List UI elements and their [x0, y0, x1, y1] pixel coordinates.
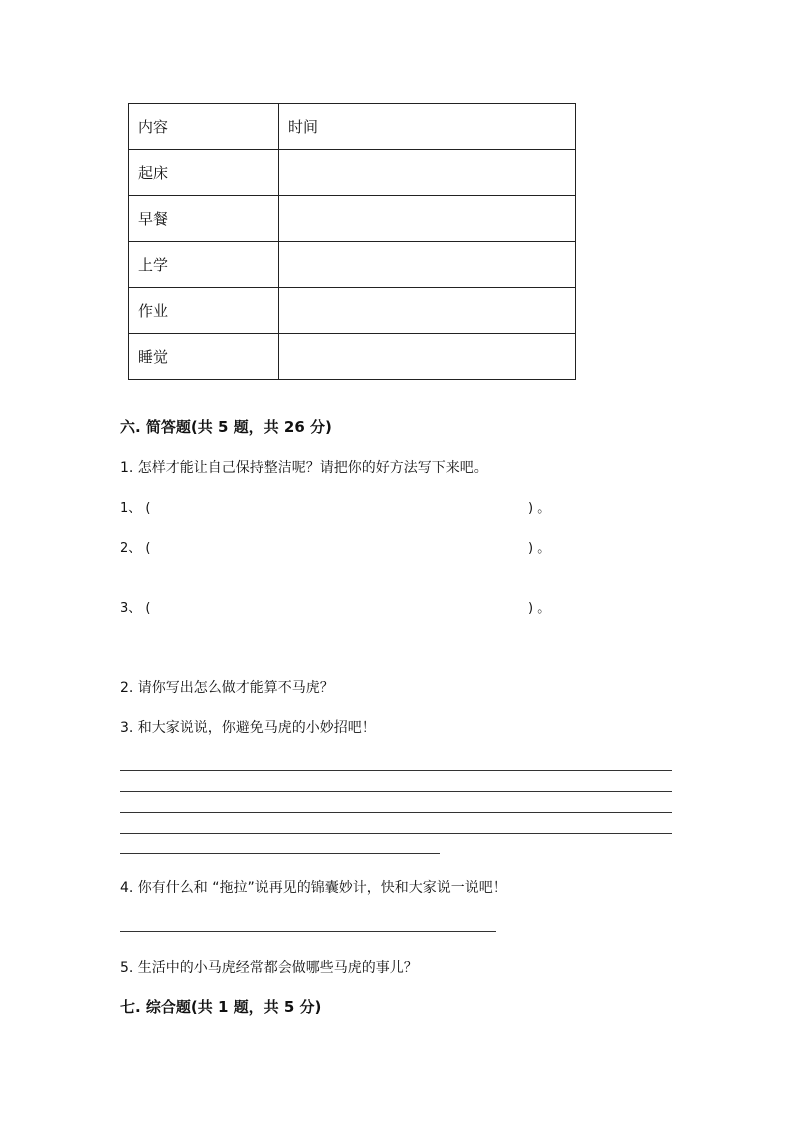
question-4: 4. 你有什么和 “拖拉”说再见的锦囊妙计，快和大家说一说吧！ — [120, 880, 507, 896]
answer-line[interactable] — [120, 853, 440, 854]
answer-line[interactable] — [120, 812, 672, 813]
table-cell-item: 睡觉 — [129, 334, 279, 380]
table-header-row — [129, 104, 576, 150]
answer-line[interactable] — [120, 791, 672, 792]
table-cell-item: 起床 — [129, 150, 279, 196]
table-row — [129, 334, 576, 380]
section-7-title: 七. 综合题(共 1 题，共 5 分) — [120, 998, 322, 1016]
answer-blank-1-open[interactable]: 1、 ( — [120, 501, 151, 516]
table-cell-time[interactable] — [279, 150, 576, 196]
table-cell-item: 上学 — [129, 242, 279, 288]
schedule-table — [128, 103, 576, 380]
table-row — [129, 196, 576, 242]
question-5: 5. 生活中的小马虎经常都会做哪些马虎的事儿？ — [120, 960, 418, 976]
table-header-cell: 内容 — [129, 104, 279, 150]
question-1: 1. 怎样才能让自己保持整洁呢？请把你的好方法写下来吧。 — [120, 460, 488, 476]
table-header-cell: 时间 — [279, 104, 576, 150]
answer-line[interactable] — [120, 931, 496, 932]
answer-blank-3-close: ) 。 — [528, 601, 551, 616]
answer-blank-2-close: ) 。 — [528, 541, 551, 556]
table-cell-time[interactable] — [279, 288, 576, 334]
table-row — [129, 242, 576, 288]
table-cell-item: 早餐 — [129, 196, 279, 242]
answer-line[interactable] — [120, 770, 672, 771]
table-cell-item: 作业 — [129, 288, 279, 334]
table-row — [129, 288, 576, 334]
question-2: 2. 请你写出怎么做才能算不马虎？ — [120, 680, 334, 696]
answer-blank-2-open[interactable]: 2、 ( — [120, 541, 151, 556]
section-6-title: 六. 简答题(共 5 题，共 26 分) — [120, 418, 332, 436]
question-3: 3. 和大家说说，你避免马虎的小妙招吧！ — [120, 720, 376, 736]
table-cell-time[interactable] — [279, 242, 576, 288]
answer-blank-1-close: ) 。 — [528, 501, 551, 516]
table-row — [129, 150, 576, 196]
answer-line[interactable] — [120, 833, 672, 834]
table-cell-time[interactable] — [279, 196, 576, 242]
answer-blank-3-open[interactable]: 3、 ( — [120, 601, 151, 616]
table-cell-time[interactable] — [279, 334, 576, 380]
